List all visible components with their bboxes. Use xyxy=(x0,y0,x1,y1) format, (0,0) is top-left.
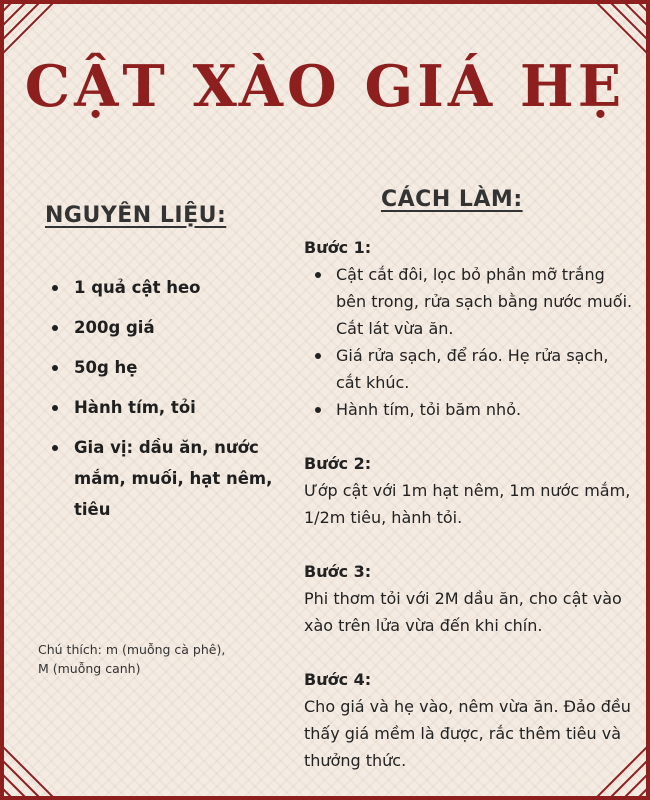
ingredients-heading: NGUYÊN LIỆU: xyxy=(45,203,227,228)
step-4 xyxy=(304,666,634,774)
measurement-note: Chú thích: m (muỗng cà phê), M (muỗng canh) xyxy=(38,642,226,676)
step-1-bullet: Giá rửa sạch, để ráo. Hẹ rửa sạch, cắt khúc. xyxy=(336,342,634,396)
step-1 xyxy=(304,234,634,423)
step-2 xyxy=(304,450,634,531)
step-3-text: Phi thơm tỏi với 2M dầu ăn, cho cật vào xào trên lửa vừa đến khi chín. xyxy=(304,589,622,635)
step-1-list xyxy=(304,261,634,423)
corner-ornament-top-left xyxy=(0,0,56,56)
step-4-label: Bước 4: xyxy=(304,670,372,689)
step-4-text: Cho giá và hẹ vào, nêm vừa ăn. Đảo đều thấy giá mềm là được, rắc thêm tiêu và thưởng thức. xyxy=(304,697,631,770)
step-1-bullet: Cật cắt đôi, lọc bỏ phần mỡ trắng bên trong, rửa sạch bằng nước muối. Cắt lát vừa ăn. xyxy=(336,261,634,342)
step-2-text: Ướp cật với 1m hạt nêm, 1m nước mắm, 1/2m tiêu, hành tỏi. xyxy=(304,481,631,527)
ingredients-list xyxy=(48,272,283,534)
ingredient-item: 50g hẹ xyxy=(48,352,283,383)
method-steps xyxy=(304,234,634,800)
method-heading: CÁCH LÀM: xyxy=(381,187,523,212)
recipe-title: CẬT XÀO GIÁ HẸ xyxy=(24,53,626,120)
step-1-label: Bước 1: xyxy=(304,238,372,257)
corner-ornament-bottom-left xyxy=(0,744,56,800)
corner-ornament-top-right xyxy=(594,0,650,56)
ingredient-item: Hành tím, tỏi xyxy=(48,392,283,423)
step-3-label: Bước 3: xyxy=(304,562,372,581)
ingredient-item: 1 quả cật heo xyxy=(48,272,283,303)
ingredient-item: Gia vị: dầu ăn, nước mắm, muối, hạt nêm, tiêu xyxy=(48,432,283,525)
step-1-bullet: Hành tím, tỏi băm nhỏ. xyxy=(336,396,634,423)
ingredient-item: 200g giá xyxy=(48,312,283,343)
step-2-label: Bước 2: xyxy=(304,454,372,473)
step-3 xyxy=(304,558,634,639)
